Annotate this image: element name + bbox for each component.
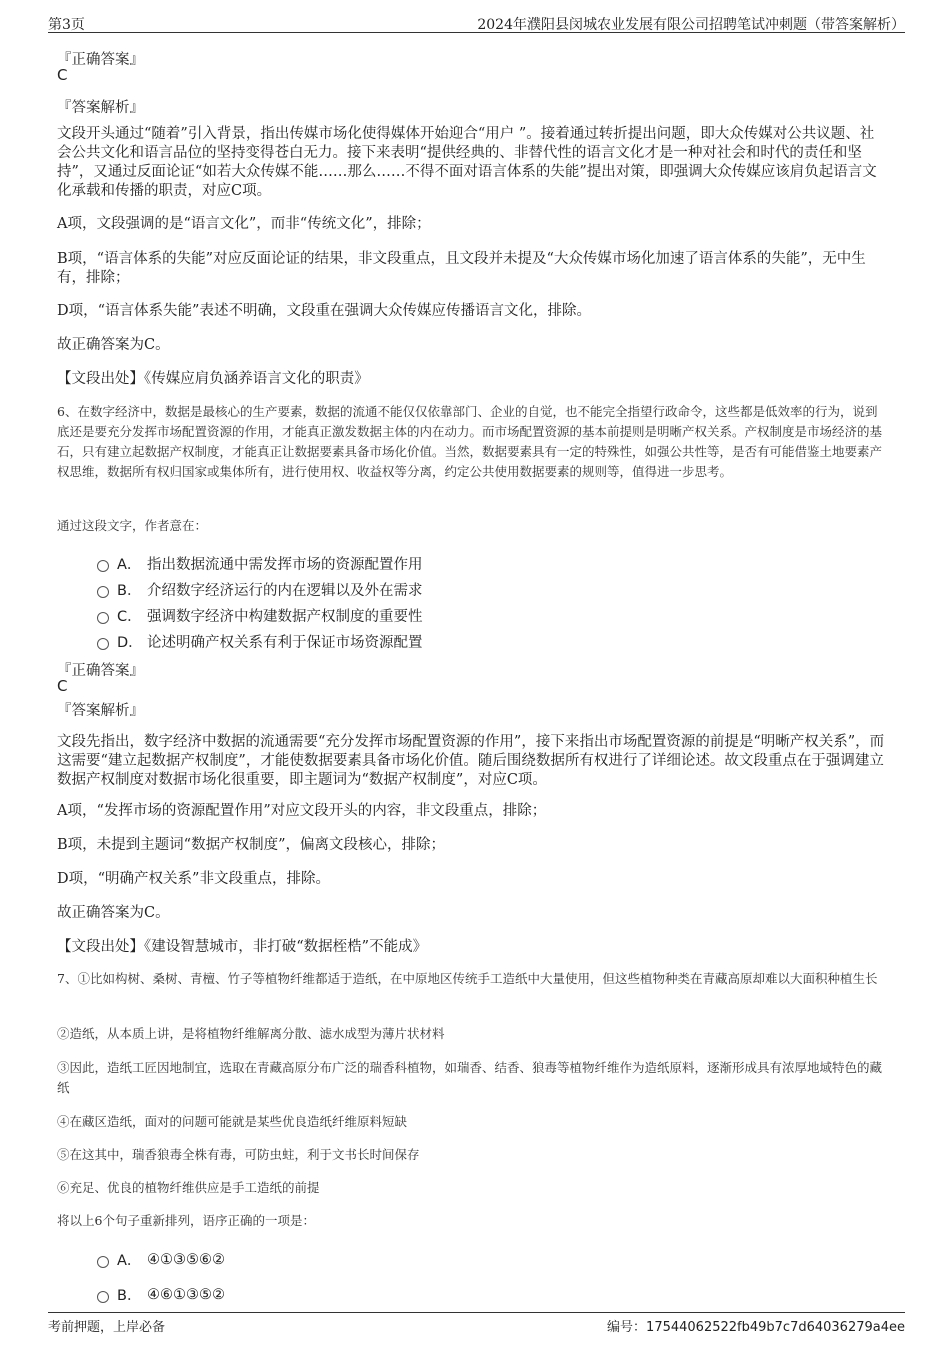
radio-button[interactable] (97, 1256, 109, 1268)
document-title: 2024年濮阳县闵城农业发展有限公司招聘笔试冲刺题（带答案解析） (477, 17, 905, 33)
q6-option-a[interactable]: A． 指出数据流通中需发挥市场的资源配置作用 (97, 553, 423, 574)
q7-sentence-4: ④在藏区造纸，面对的问题可能就是某些优良造纸纤维原料短缺 (57, 1114, 408, 1129)
radio-button[interactable] (97, 1291, 109, 1303)
page-number: 第3页 (48, 17, 85, 33)
q7-sentence-5: ⑤在这其中，瑞香狼毒全株有毒，可防虫蛀，利于文书长时间保存 (57, 1147, 420, 1162)
q6-option-b-note: B项，未提到主题词“数据产权制度”，偏离文段核心，排除； (57, 837, 445, 853)
q6-answer: C (57, 677, 68, 695)
q5-analysis-label: 『答案解析』 (57, 100, 144, 116)
radio-button[interactable] (97, 638, 109, 650)
q6-prompt: 通过这段文字，作者意在： (57, 518, 208, 533)
q6-conclusion: 故正确答案为C。 (57, 905, 170, 921)
q5-answer-label: 『正确答案』 (57, 52, 144, 68)
q5-option-a-note: A项，文段强调的是“语言文化”，而非“传统文化”，排除； (57, 216, 431, 232)
q7-sentence-2: ②造纸，从本质上讲，是将植物纤维解离分散、滤水成型为薄片状材料 (57, 1026, 445, 1041)
q5-answer: C (57, 66, 68, 84)
q5-option-b-note: B项，“语言体系的失能”对应反面论证的结果，非文段重点，且文段并未提及“大众传媒市场化加速了语言体系的失能”，无中生有，排除； (57, 251, 866, 286)
q5-option-d-note: D项，“语言体系失能”表述不明确，文段重在强调大众传媒应传播语言文化，排除。 (57, 303, 591, 319)
radio-button[interactable] (97, 586, 109, 598)
q6-option-d[interactable]: D． 论述明确产权关系有利于保证市场资源配置 (97, 631, 423, 652)
q6-stem: 6、在数字经济中，数据是最核心的生产要素，数据的流通不能仅仅依靠部门、企业的自觉，也不能完全指望行政命令，这些都是低效率的行为，说到底还是要充分发挥市场配置资源的作用，才能真正激发数据主体的内在动力。而市场配置资源的基本前提则是明晰产权关系。产权制度是市场经济的基石，只有建立起数据产权制度，才能真正让数据要素具备市场化价值。当然，数据要素具有一定的特殊性，如强公共性等，是否有可能借鉴土地要素产权思维，数据所有权归国家或集体所有，进行使用权、收益权等分离，约定公共使用数据要素的规则等，值得进一步思考。 (57, 404, 883, 479)
q6-option-d-note: D项，“明确产权关系”非文段重点，排除。 (57, 871, 330, 887)
q6-analysis-label: 『答案解析』 (57, 703, 144, 719)
q6-answer-label: 『正确答案』 (57, 663, 144, 679)
q5-analysis: 文段开头通过“随着”引入背景，指出传媒市场化使得媒体开始迎合“用户 ”。接着通过转折提出问题，即大众传媒对公共议题、社会公共文化和语言品位的坚持变得苍白无力。接下来表明“提供经典的、非替代性的语言文化才是一种对社会和时代的责任和坚持”，又通过反面论证“如若大众传媒不能……那么……不得不面对语言体系的失能”提出对策，即强调大众传媒应该肩负起语言文化承载和传播的职责，对应C项。 (57, 126, 877, 199)
q6-option-a-note: A项，“发挥市场的资源配置作用”对应文段开头的内容，非文段重点，排除； (57, 803, 547, 819)
radio-button[interactable] (97, 612, 109, 624)
q5-conclusion: 故正确答案为C。 (57, 337, 170, 353)
footer-slogan: 考前押题，上岸必备 (48, 1320, 166, 1335)
q7-prompt: 将以上6个句子重新排列，语序正确的一项是： (57, 1213, 315, 1228)
q6-option-b[interactable]: B． 介绍数字经济运行的内在逻辑以及外在需求 (97, 579, 423, 600)
page-header (48, 12, 905, 33)
q6-option-c[interactable]: C． 强调数字经济中构建数据产权制度的重要性 (97, 605, 423, 626)
page-footer (48, 1312, 905, 1333)
q6-analysis: 文段先指出，数字经济中数据的流通需要“充分发挥市场配置资源的作用”，接下来指出市场配置资源的前提是“明晰产权关系”，而这需要“建立起数据产权制度”，才能使数据要素具备市场化价值。随后围绕数据所有权进行了详细论述。故文段重点在于强调建立数据产权制度对数据市场化很重要，即主题词为“数据产权制度”，对应C项。 (57, 734, 885, 788)
radio-button[interactable] (97, 560, 109, 572)
q5-source: 【文段出处】《传媒应肩负涵养语言文化的职责》 (57, 371, 369, 387)
q7-sentence-1: 7、①比如构树、桑树、青檀、竹子等植物纤维都适于造纸，在中原地区传统手工造纸中大量使用，但这些植物种类在青藏高原却难以大面积种植生长 (57, 971, 878, 986)
q7-option-a[interactable]: A． ④①③⑤⑥② (97, 1249, 225, 1270)
document-code: 编号：17544062522fb49b7c7d64036279a4ee (607, 1320, 905, 1335)
q7-sentence-6: ⑥充足、优良的植物纤维供应是手工造纸的前提 (57, 1180, 320, 1195)
q6-source: 【文段出处】《建设智慧城市，非打破“数据桎梏”不能成》 (57, 939, 428, 955)
q7-sentence-3: ③因此，造纸工匠因地制宜，选取在青藏高原分布广泛的瑞香科植物，如瑞香、结香、狼毒等植物纤维作为造纸原料，逐渐形成具有浓厚地域特色的藏纸 (57, 1060, 883, 1095)
q7-option-b[interactable]: B． ④⑥①③⑤② (97, 1284, 225, 1305)
